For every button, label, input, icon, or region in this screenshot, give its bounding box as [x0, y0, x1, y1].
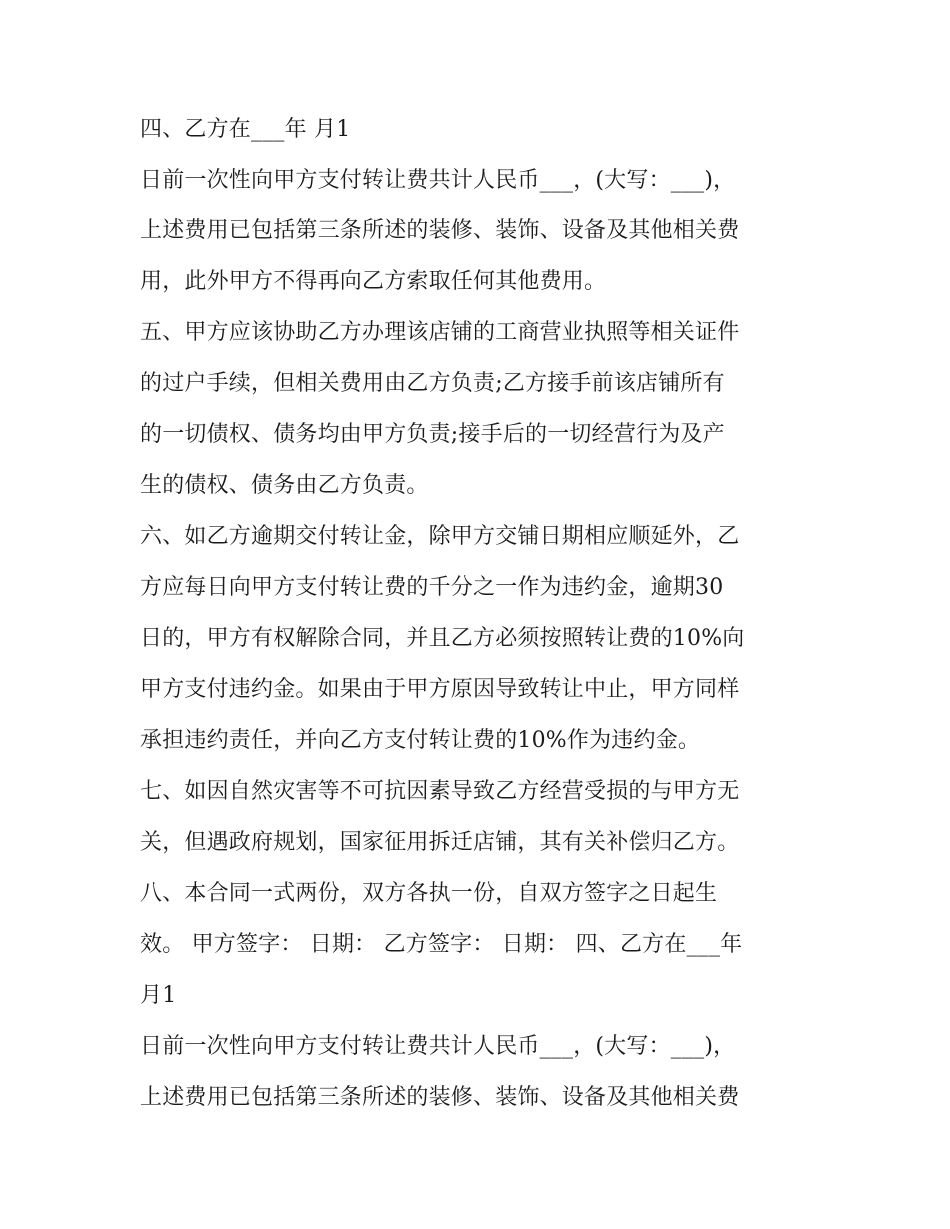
- text-line: 生的债权、债务由乙方负责。: [140, 473, 429, 498]
- text-line: 上述费用已包括第三条所述的装修、装饰、设备及其他相关费: [140, 1085, 740, 1110]
- text-line: 承担违约责任，并向乙方支付转让费的10%作为违约金。: [140, 728, 701, 753]
- text-line: 六、如乙方逾期交付转让金，除甲方交铺日期相应顺延外，乙: [140, 524, 740, 549]
- text-line: 月1: [140, 983, 177, 1008]
- text-line: 日前一次性向甲方支付转让费共计人民币___，(大写：___)，: [140, 1034, 736, 1059]
- text-line: 日前一次性向甲方支付转让费共计人民币___，(大写：___)，: [140, 168, 736, 193]
- text-line: 用，此外甲方不得再向乙方索取任何其他费用。: [140, 269, 607, 294]
- text-line: 的过户手续，但相关费用由乙方负责;乙方接手前该店铺所有: [140, 371, 725, 396]
- text-line: 甲方支付违约金。如果由于甲方原因导致转让中止，甲方同样: [140, 677, 740, 702]
- text-line: 五、甲方应该协助乙方办理该店铺的工商营业执照等相关证件: [140, 320, 740, 345]
- text-line: 四、乙方在___年 月1: [140, 117, 351, 142]
- text-line: 日的，甲方有权解除合同，并且乙方必须按照转让费的10%向: [140, 626, 745, 651]
- text-line: 关，但遇政府规划，国家征用拆迁店铺，其有关补偿归乙方。: [140, 830, 740, 855]
- text-line: 七、如因自然灾害等不可抗因素导致乙方经营受损的与甲方无: [140, 779, 740, 804]
- text-line: 上述费用已包括第三条所述的装修、装饰、设备及其他相关费: [140, 218, 740, 243]
- text-line: 效。 甲方签字： 日期： 乙方签字： 日期： 四、乙方在___年: [140, 932, 743, 957]
- text-line: 的一切债权、债务均由甲方负责;接手后的一切经营行为及产: [140, 422, 725, 447]
- text-line: 方应每日向甲方支付转让费的千分之一作为违约金，逾期30: [140, 575, 724, 600]
- text-line: 八、本合同一式两份，双方各执一份，自双方签字之日起生: [140, 881, 718, 906]
